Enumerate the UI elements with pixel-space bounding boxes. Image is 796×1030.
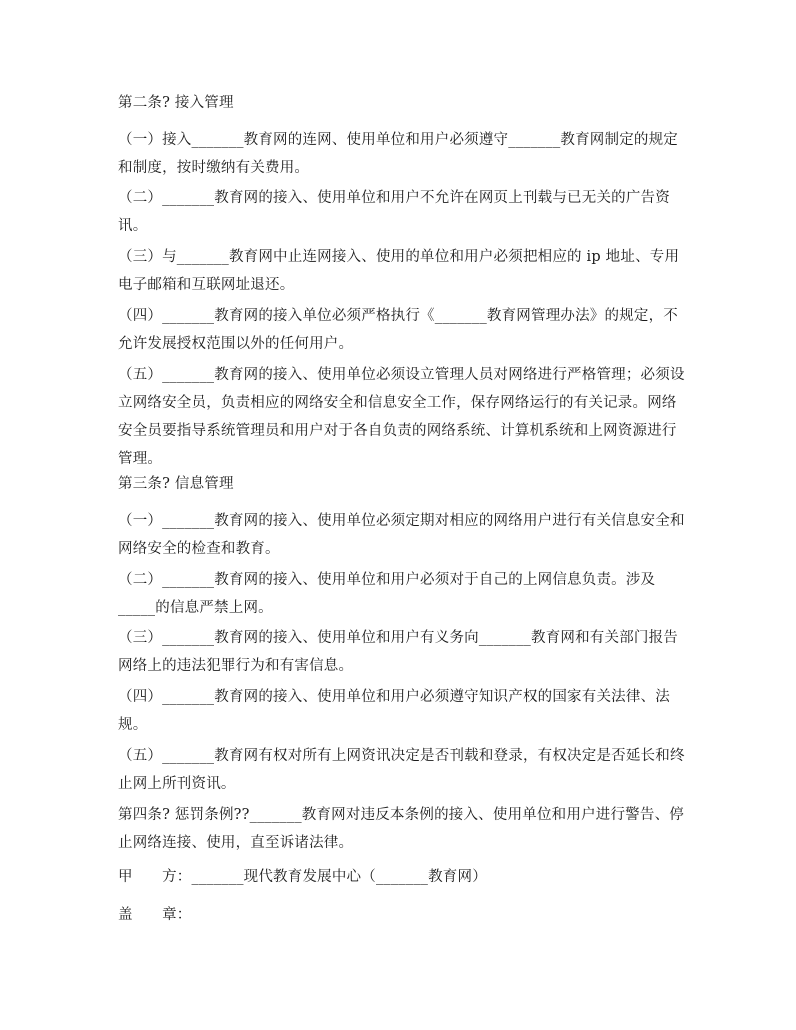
article-3-clause-4: （四）_______教育网的接入、使用单位和用户必须遵守知识产权的国家有关法律、法规。 — [118, 689, 670, 733]
article-3-clause-3: （三）_______教育网的接入、使用单位和用户有义务向_______教育网和有关部门报告网络上的违法犯罪行为和有害信息。 — [118, 630, 678, 674]
party-a-line: 甲 方：_______现代教育发展中心（_______教育网） — [118, 869, 487, 885]
article-2-heading: 第二条? 接入管理 — [118, 95, 234, 111]
article-2-clause-3: （三）与_______教育网中止连网接入、使用的单位和用户必须把相应的 ip 地址、专用电子邮箱和互联网址退还。 — [118, 249, 680, 293]
article-3-clause-1: （一）_______教育网的接入、使用单位必须定期对相应的网络用户进行有关信息安全和网络安全的检查和教育。 — [118, 513, 685, 557]
article-2-clause-5: （五）_______教育网的接入、使用单位必须设立管理人员对网络进行严格管理；必须设立网络安全员，负责相应的网络安全和信息安全工作，保存网络运行的有关记录。网络安全员要指导系统管理员和用户对于各自负责的网络系统、计算机系统和上网资源进行管理。 — [118, 367, 685, 467]
article-2-clause-1: （一）接入_______教育网的连网、使用单位和用户必须遵守_______教育网制定的规定和制度，按时缴纳有关费用。 — [118, 132, 678, 176]
seal-line: 盖 章： — [118, 907, 192, 923]
article-2-clause-4: （四）_______教育网的接入单位必须严格执行《_______教育网管理办法》的规定，不允许发展授权范围以外的任何用户。 — [118, 308, 678, 352]
article-3-clause-5: （五）_______教育网有权对所有上网资讯决定是否刊载和登录，有权决定是否延长和终止网上所刊资讯。 — [118, 748, 685, 792]
article-3-heading: 第三条? 信息管理 — [118, 476, 234, 492]
article-2-clause-2: （二）_______教育网的接入、使用单位和用户不允许在网页上刊载与已无关的广告资讯。 — [118, 190, 670, 234]
article-3-clause-2: （二）_______教育网的接入、使用单位和用户必须对于自己的上网信息负责。涉及_____的信息严禁上网。 — [118, 572, 656, 616]
article-4-penalty: 第四条? 惩罚条例??_______教育网对违反本条例的接入、使用单位和用户进行警告、停止网络连接、使用，直至诉诸法律。 — [118, 807, 684, 851]
